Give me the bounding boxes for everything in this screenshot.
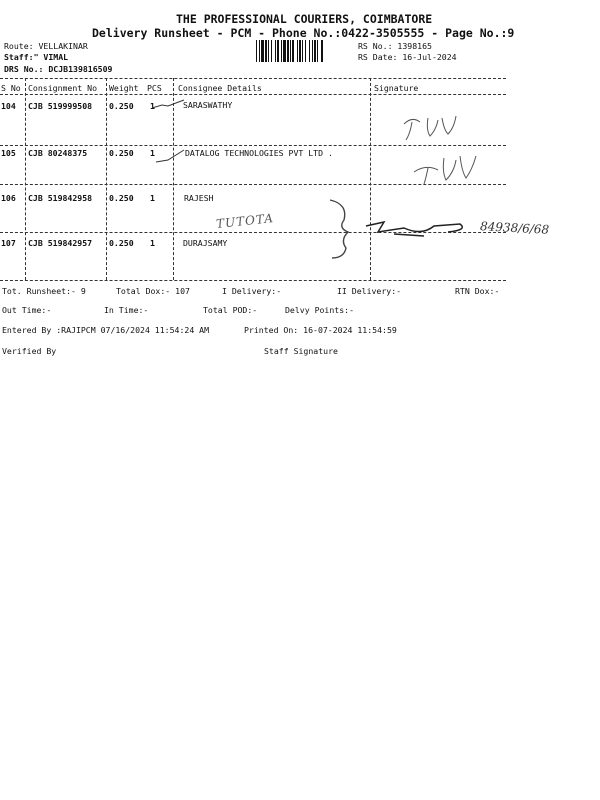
row-consignment: CJB 519999508: [28, 101, 93, 111]
runsheet-subtitle: Delivery Runsheet - PCM - Phone No.:0422-3505555 - Page No.:9: [92, 26, 515, 40]
tot-runsheet: Tot. Runsheet:- 9: [2, 286, 86, 296]
barcode-bar: [271, 40, 272, 62]
rs-number: RS No.: 1398165: [358, 41, 432, 51]
col-header-signature: Signature: [374, 83, 419, 93]
col-header-weight: Weight: [109, 83, 139, 93]
handwritten-phone-number: 84938/6/68: [479, 219, 550, 237]
row-consignee: SARASWATHY: [183, 100, 233, 110]
signature-106: [364, 214, 474, 244]
row-consignee: DATALOG TECHNOLOGIES PVT LTD .: [185, 148, 333, 158]
ii-delivery: II Delivery:-: [337, 286, 402, 296]
barcode: [256, 40, 352, 62]
barcode-bar: [321, 40, 323, 62]
signature-105: [410, 150, 490, 188]
handwritten-note-106: TUTOTA: [215, 211, 275, 231]
company-title: THE PROFESSIONAL COURIERS, COIMBATORE: [176, 12, 433, 26]
barcode-bar: [283, 40, 286, 62]
col-divider: [106, 78, 107, 280]
barcode-bar: [314, 40, 316, 62]
row-sno: 104: [1, 101, 16, 111]
brace-scrawl: [326, 196, 356, 262]
barcode-bar: [281, 40, 282, 62]
row-weight: 0.250: [109, 193, 134, 203]
barcode-bar: [305, 40, 306, 62]
row-consignment: CJB 519842958: [28, 193, 93, 203]
printed-on: Printed On: 16-07-2024 11:54:59: [244, 325, 397, 335]
i-delivery: I Delivery:-: [222, 286, 282, 296]
row-consignee: DURAJSAMY: [183, 238, 228, 248]
row-sno: 106: [1, 193, 16, 203]
barcode-bar: [290, 40, 291, 62]
tick-mark-105: [154, 146, 186, 166]
barcode-bar: [277, 40, 279, 62]
rs-date: RS Date: 16-Jul-2024: [358, 52, 457, 62]
signature-104: [398, 112, 468, 146]
row-weight: 0.250: [109, 238, 134, 248]
total-dox: Total Dox:- 107: [116, 286, 190, 296]
barcode-bar: [312, 40, 313, 62]
col-divider: [370, 78, 371, 280]
row-consignment: CJB 519842957: [28, 238, 93, 248]
col-divider: [25, 78, 26, 280]
barcode-bar: [275, 40, 276, 62]
barcode-bar: [268, 40, 269, 62]
staff-signature-label: Staff Signature: [264, 346, 338, 356]
col-header-consignment: Consignment No: [28, 83, 98, 93]
row-pcs: 1: [150, 238, 155, 248]
row-consignment: CJB 80248375: [28, 148, 88, 158]
row-sno: 105: [1, 148, 16, 158]
barcode-bar: [299, 40, 301, 62]
out-time: Out Time:-: [2, 305, 52, 315]
row-consignee: RAJESH: [184, 193, 214, 203]
row-pcs: 1: [150, 101, 155, 111]
route-label: Route: VELLAKINAR: [4, 41, 88, 51]
barcode-bar: [302, 40, 303, 62]
rtn-dox: RTN Dox:-: [455, 286, 500, 296]
col-header-consignee: Consignee Details: [178, 83, 262, 93]
barcode-bar: [317, 40, 318, 62]
barcode-bar: [259, 40, 260, 62]
col-header-pcs: PCS: [147, 83, 162, 93]
barcode-bar: [261, 40, 264, 62]
in-time: In Time:-: [104, 305, 149, 315]
row-sno: 107: [1, 238, 16, 248]
staff-label: Staff:" VIMAL: [4, 52, 69, 62]
total-pod: Total POD:-: [203, 305, 258, 315]
delvy-points: Delvy Points:-: [285, 305, 355, 315]
drs-number: DRS No.: DCJB139816509: [4, 64, 113, 74]
entered-by: Entered By :RAJIPCM 07/16/2024 11:54:24 AM: [2, 325, 210, 335]
row-pcs: 1: [150, 148, 155, 158]
col-header-sno: S No: [1, 83, 21, 93]
barcode-bar: [309, 40, 310, 62]
verified-by: Verified By: [2, 346, 57, 356]
row-weight: 0.250: [109, 148, 134, 158]
tick-mark-104: [150, 96, 190, 114]
barcode-bar: [287, 40, 289, 62]
barcode-bar: [265, 40, 267, 62]
barcode-bar: [292, 40, 294, 62]
row-weight: 0.250: [109, 101, 134, 111]
row-pcs: 1: [150, 193, 155, 203]
table-bottom-rule: [0, 280, 506, 281]
barcode-bar: [256, 40, 257, 62]
table-top-rule: [0, 78, 506, 79]
barcode-bar: [297, 40, 298, 62]
table-header-rule: [0, 94, 506, 95]
